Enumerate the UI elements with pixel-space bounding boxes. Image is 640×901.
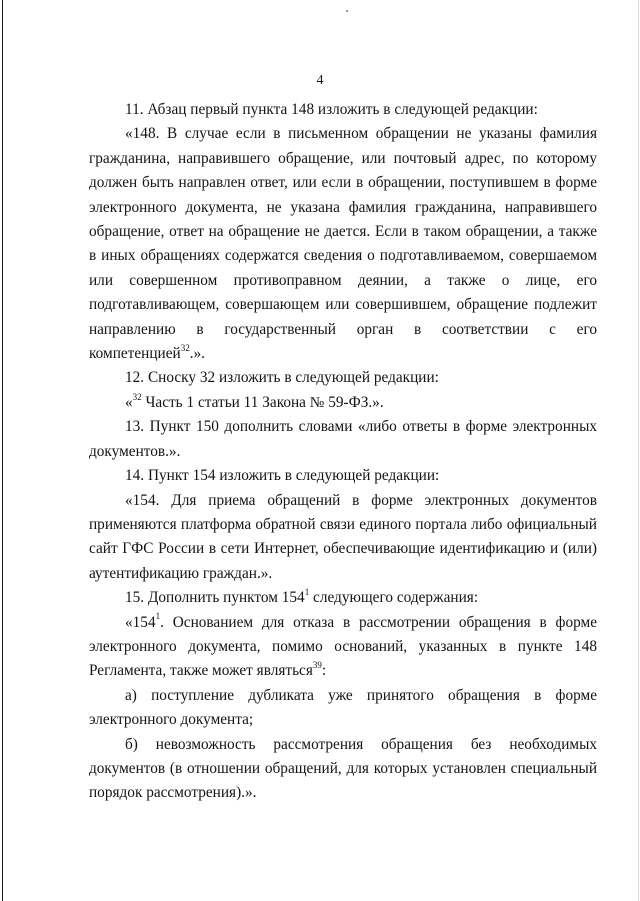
superscript-1: 1 xyxy=(155,611,161,622)
footnote-ref-39: 39 xyxy=(312,660,322,671)
paragraph-text: 15. Дополнить пунктом 154 xyxy=(125,589,305,607)
quote-open: « xyxy=(125,393,133,411)
footnote-32-text xyxy=(89,391,597,415)
footnote-ref-32: 32 xyxy=(180,342,190,353)
paragraph-text: «154 xyxy=(125,613,156,631)
paragraph-text: 12. Сноску 32 изложить в следующей редакции: xyxy=(125,369,439,387)
paragraph-text-mid: . Основанием для отказа в рассмотрении обращения в форме электронного документа, помимо оснований, указанных в пункте 148 Регламента, также может являться xyxy=(89,613,597,680)
paragraph-item-12 xyxy=(89,366,597,390)
scan-edge-right xyxy=(638,0,639,901)
footnote-ref-32: 32 xyxy=(132,391,142,402)
list-item-b xyxy=(89,733,597,806)
paragraph-text: 14. Пункт 154 изложить в следующей редакции: xyxy=(125,467,440,485)
paragraph-text: а) поступление дубликата уже принятого обращения в форме электронного документа; xyxy=(89,686,597,729)
paragraph-item-11 xyxy=(89,98,597,122)
list-item-a xyxy=(89,684,597,733)
paragraph-text-end: .». xyxy=(189,345,205,363)
paragraph-text: 11. Абзац первый пункта 148 изложить в следующей редакции: xyxy=(125,101,538,118)
paragraph-item-14 xyxy=(89,464,597,488)
paragraph-item-148 xyxy=(89,122,597,366)
paragraph-text-end: следующего содержания: xyxy=(309,589,479,607)
paragraph-item-154-1 xyxy=(89,611,597,684)
paragraph-item-13 xyxy=(89,415,597,464)
scan-speck xyxy=(346,10,348,12)
document-body xyxy=(89,98,597,806)
scan-edge-left xyxy=(2,0,3,901)
paragraph-text: «154. Для приема обращений в форме электронных документов применяются платформа обратной связи единого портала либо официальный сайт ГФС России в сети Интернет, обеспечивающие идентификацию и (или) аутентификацию граждан.». xyxy=(89,491,597,582)
paragraph-item-15 xyxy=(89,586,597,610)
paragraph-text-end: : xyxy=(321,662,327,680)
paragraph-text: б) невозможность рассмотрения обращения без необходимых документов (в отношении обращений, для которых установлен специальный порядок рассмотрения).». xyxy=(89,735,597,802)
paragraph-text: «148. В случае если в письменном обращении не указаны фамилия гражданина, направившего обращение, или почтовый адрес, по которому должен быть направлен ответ, или если в обращении, поступившем в форме электронного документа, не указана фамилия гражданина, направившего обращение, ответ на обращение не дается. Если в таком обращении, а также в иных обращениях содержатся сведения о подготавливаемом, совершаемом или совершенном противоправном деянии, а также о лице, его подготавливающем, совершающем или совершившем, обращение подлежит направлению в государственный орган в соответствии с его компетенцией xyxy=(89,125,597,363)
paragraph-item-154 xyxy=(89,489,597,587)
page-number: 4 xyxy=(316,73,324,88)
paragraph-text: 13. Пункт 150 дополнить словами «либо ответы в форме электронных документов.». xyxy=(89,418,597,460)
superscript-1: 1 xyxy=(304,587,310,598)
footnote-body: Часть 1 статьи 11 Закона № 59-ФЗ.». xyxy=(141,393,384,411)
